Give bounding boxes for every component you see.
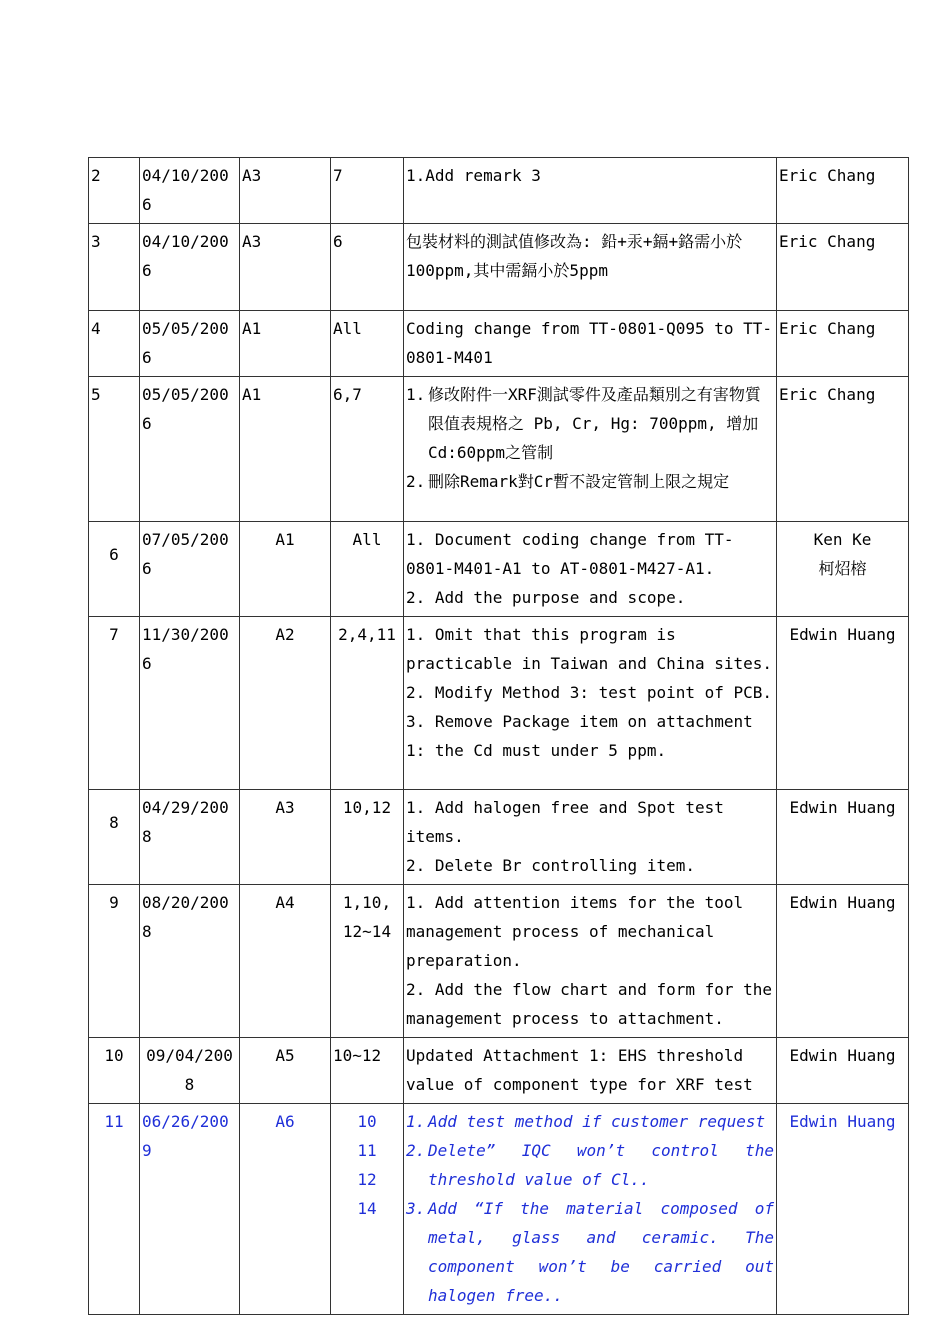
rev-author: Edwin Huang bbox=[777, 1104, 909, 1315]
change-list bbox=[406, 380, 774, 496]
rev-no: 9 bbox=[89, 885, 140, 1038]
rev-version: A1 bbox=[240, 311, 331, 377]
table-row bbox=[89, 377, 909, 522]
rev-no: 11 bbox=[89, 1104, 140, 1315]
table-row bbox=[89, 617, 909, 790]
table-row bbox=[89, 224, 909, 311]
rev-no: 6 bbox=[89, 522, 140, 617]
rev-no: 10 bbox=[89, 1038, 140, 1104]
list-item: 1. 修改附件一XRF測試零件及產品類別之有害物質限值表規格之 Pb, Cr, Hg: 700ppm, 增加Cd:60ppm之管制 bbox=[406, 385, 761, 462]
rev-author: Edwin Huang bbox=[777, 790, 909, 885]
rev-no: 5 bbox=[89, 377, 140, 522]
rev-pages: All bbox=[331, 522, 404, 617]
page-number: 11 bbox=[357, 1141, 377, 1160]
table-row bbox=[89, 522, 909, 617]
rev-date: 08/20/2008 bbox=[140, 885, 240, 1038]
rev-description bbox=[404, 790, 777, 885]
rev-author: Eric Chang bbox=[777, 158, 909, 224]
description-line: 1. Add attention items for the tool management process of mechanical preparation. bbox=[406, 893, 744, 970]
rev-description: Updated Attachment 1: EHS threshold value of component type for XRF test bbox=[404, 1038, 777, 1104]
page-number: 12 bbox=[357, 1170, 377, 1189]
table-row bbox=[89, 790, 909, 885]
rev-version: A3 bbox=[240, 158, 331, 224]
author-name-chinese: 柯炤榕 bbox=[818, 559, 867, 578]
table-row bbox=[89, 311, 909, 377]
rev-date: 07/05/2006 bbox=[140, 522, 240, 617]
rev-date: 11/30/2006 bbox=[140, 617, 240, 790]
description-line: 1. Omit that this program is practicable in Taiwan and China sites. bbox=[406, 625, 773, 673]
rev-author: Eric Chang bbox=[777, 224, 909, 311]
rev-date: 04/10/2006 bbox=[140, 158, 240, 224]
rev-pages: All bbox=[331, 311, 404, 377]
author-name: Ken Ke bbox=[813, 530, 872, 549]
page-number: 14 bbox=[357, 1199, 377, 1218]
rev-author: Eric Chang bbox=[777, 377, 909, 522]
rev-no: 8 bbox=[89, 790, 140, 885]
rev-description bbox=[404, 617, 777, 790]
rev-no: 4 bbox=[89, 311, 140, 377]
list-item: 2. 刪除Remark對Cr暫不設定管制上限之規定 bbox=[406, 472, 730, 491]
rev-version: A1 bbox=[240, 522, 331, 617]
rev-date: 09/04/2008 bbox=[140, 1038, 240, 1104]
list-item: 1. Add test method if customer request bbox=[406, 1112, 766, 1131]
description-line: 2. Delete Br controlling item. bbox=[406, 856, 695, 875]
list-item: 3. Add “If the material composed of metal, glass and ceramic. The component won’t be carried out halogen free.. bbox=[406, 1199, 774, 1305]
rev-description bbox=[404, 522, 777, 617]
rev-pages: 6,7 bbox=[331, 377, 404, 522]
rev-version: A6 bbox=[240, 1104, 331, 1315]
rev-date: 06/26/2009 bbox=[140, 1104, 240, 1315]
change-list bbox=[406, 1107, 774, 1310]
rev-author: Edwin Huang bbox=[777, 1038, 909, 1104]
table-row bbox=[89, 1104, 909, 1315]
rev-date: 04/10/2006 bbox=[140, 224, 240, 311]
rev-pages: 10~12 bbox=[331, 1038, 404, 1104]
rev-version: A5 bbox=[240, 1038, 331, 1104]
rev-pages: 1,10, 12~14 bbox=[331, 885, 404, 1038]
rev-description: Coding change from TT-0801-Q095 to TT-0801-M401 bbox=[404, 311, 777, 377]
rev-date: 04/29/2008 bbox=[140, 790, 240, 885]
rev-author: Eric Chang bbox=[777, 311, 909, 377]
rev-description: 1.Add remark 3 bbox=[404, 158, 777, 224]
rev-author: Edwin Huang bbox=[777, 885, 909, 1038]
rev-date: 05/05/2006 bbox=[140, 377, 240, 522]
description-line: 1. Document coding change from TT-0801-M401-A1 to AT-0801-M427-A1. bbox=[406, 530, 734, 578]
rev-description: 包裝材料的測試值修改為: 鉛+汞+鎘+鉻需小於100ppm,其中需鎘小於5ppm bbox=[404, 224, 777, 311]
rev-author: Edwin Huang bbox=[777, 617, 909, 790]
rev-no: 2 bbox=[89, 158, 140, 224]
description-line: 3. Remove Package item on attachment 1: the Cd must under 5 ppm. bbox=[406, 712, 753, 760]
page-number: 10 bbox=[357, 1112, 377, 1131]
description-line: 1. Add halogen free and Spot test items. bbox=[406, 798, 724, 846]
table-row bbox=[89, 158, 909, 224]
revision-history-table bbox=[88, 157, 909, 1315]
rev-pages: 10,12 bbox=[331, 790, 404, 885]
rev-pages bbox=[331, 1104, 404, 1315]
description-line: 2. Add the flow chart and form for the management process to attachment. bbox=[406, 980, 773, 1028]
rev-no: 3 bbox=[89, 224, 140, 311]
table-row bbox=[89, 885, 909, 1038]
rev-date: 05/05/2006 bbox=[140, 311, 240, 377]
rev-pages: 7 bbox=[331, 158, 404, 224]
rev-pages: 2,4,11 bbox=[331, 617, 404, 790]
rev-author bbox=[777, 522, 909, 617]
rev-version: A3 bbox=[240, 790, 331, 885]
rev-description bbox=[404, 377, 777, 522]
rev-description bbox=[404, 1104, 777, 1315]
rev-no: 7 bbox=[89, 617, 140, 790]
description-line: 2. Add the purpose and scope. bbox=[406, 588, 686, 607]
rev-version: A3 bbox=[240, 224, 331, 311]
rev-version: A4 bbox=[240, 885, 331, 1038]
list-item: 2. Delete” IQC won’t control the threshold value of Cl.. bbox=[406, 1141, 774, 1189]
table-row bbox=[89, 1038, 909, 1104]
rev-version: A1 bbox=[240, 377, 331, 522]
rev-pages: 6 bbox=[331, 224, 404, 311]
rev-version: A2 bbox=[240, 617, 331, 790]
description-line: 2. Modify Method 3: test point of PCB. bbox=[406, 683, 773, 702]
rev-description bbox=[404, 885, 777, 1038]
